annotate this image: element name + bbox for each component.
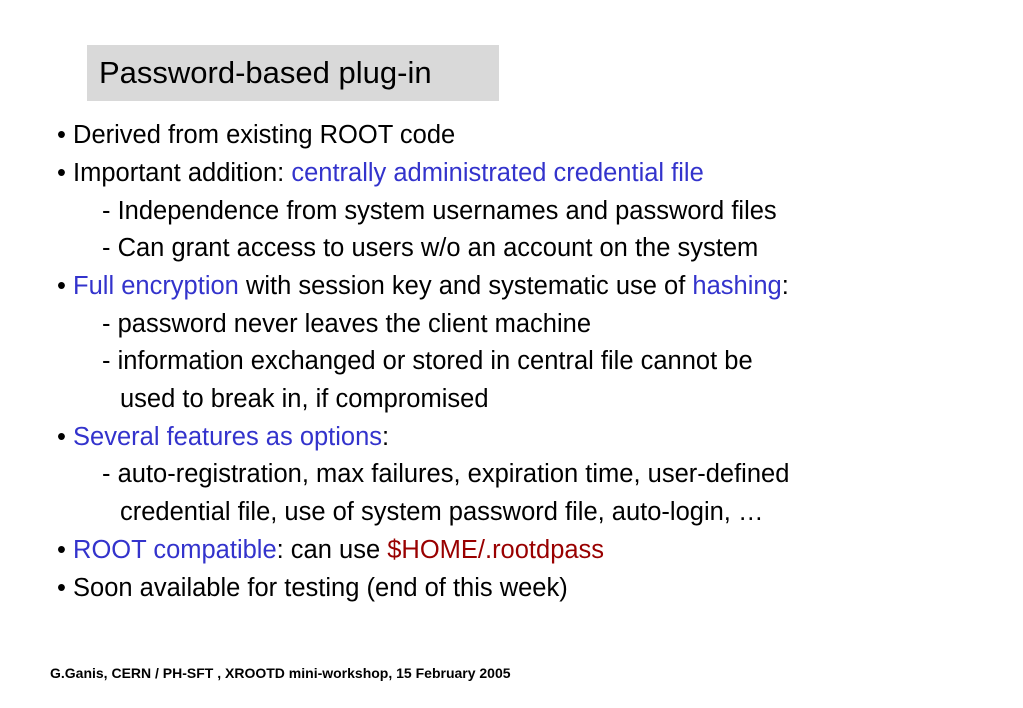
sub-item-grant-access: - Can grant access to users w/o an account on the system bbox=[102, 234, 759, 262]
bullet-suffix: : bbox=[382, 423, 390, 451]
sub-item-auto-registration: - auto-registration, max failures, expiration time, user-defined bbox=[102, 460, 790, 488]
bullet-derived bbox=[57, 120, 455, 150]
bullet-suffix: : bbox=[781, 272, 789, 300]
sub-item-information-exchanged: - information exchanged or stored in central file cannot be bbox=[102, 347, 753, 375]
bullet-soon-available bbox=[57, 573, 568, 603]
bullet-glyph: • bbox=[57, 272, 66, 300]
sub-item-independence: - Independence from system usernames and password files bbox=[102, 197, 777, 225]
bullet-middle: : can use bbox=[276, 536, 388, 564]
bullet-glyph: • bbox=[57, 574, 66, 602]
highlight-text: Full encryption bbox=[73, 272, 239, 300]
file-path: $HOME/.rootdpass bbox=[387, 536, 605, 564]
highlight-text: Several features as options bbox=[73, 423, 383, 451]
bullet-glyph: • bbox=[57, 121, 66, 149]
bullet-middle: with session key and systematic use of bbox=[238, 272, 693, 300]
highlight-text-2: hashing bbox=[692, 272, 782, 300]
slide-title: Password-based plug-in bbox=[99, 55, 432, 90]
footer-citation: G.Ganis, CERN / PH-SFT , XROOTD mini-workshop, 15 February 2005 bbox=[50, 665, 511, 681]
sub-item-continuation-2: credential file, use of system password file, auto-login, … bbox=[120, 498, 764, 526]
highlight-text: centrally administrated credential file bbox=[291, 159, 704, 187]
bullet-text: Soon available for testing (end of this week) bbox=[73, 574, 568, 602]
sub-item-password-never-leaves: - password never leaves the client machine bbox=[102, 310, 591, 338]
bullet-prefix: Important addition: bbox=[73, 159, 292, 187]
sub-item-continuation: used to break in, if compromised bbox=[120, 385, 489, 413]
bullet-glyph: • bbox=[57, 423, 66, 451]
bullet-important-addition bbox=[57, 158, 704, 188]
bullet-glyph: • bbox=[57, 159, 66, 187]
title-box bbox=[87, 45, 499, 101]
bullet-several-features bbox=[57, 422, 389, 452]
bullet-glyph: • bbox=[57, 536, 66, 564]
bullet-full-encryption bbox=[57, 271, 789, 301]
highlight-text: ROOT compatible bbox=[73, 536, 277, 564]
bullet-root-compatible bbox=[57, 535, 604, 565]
bullet-text: Derived from existing ROOT code bbox=[73, 121, 456, 149]
